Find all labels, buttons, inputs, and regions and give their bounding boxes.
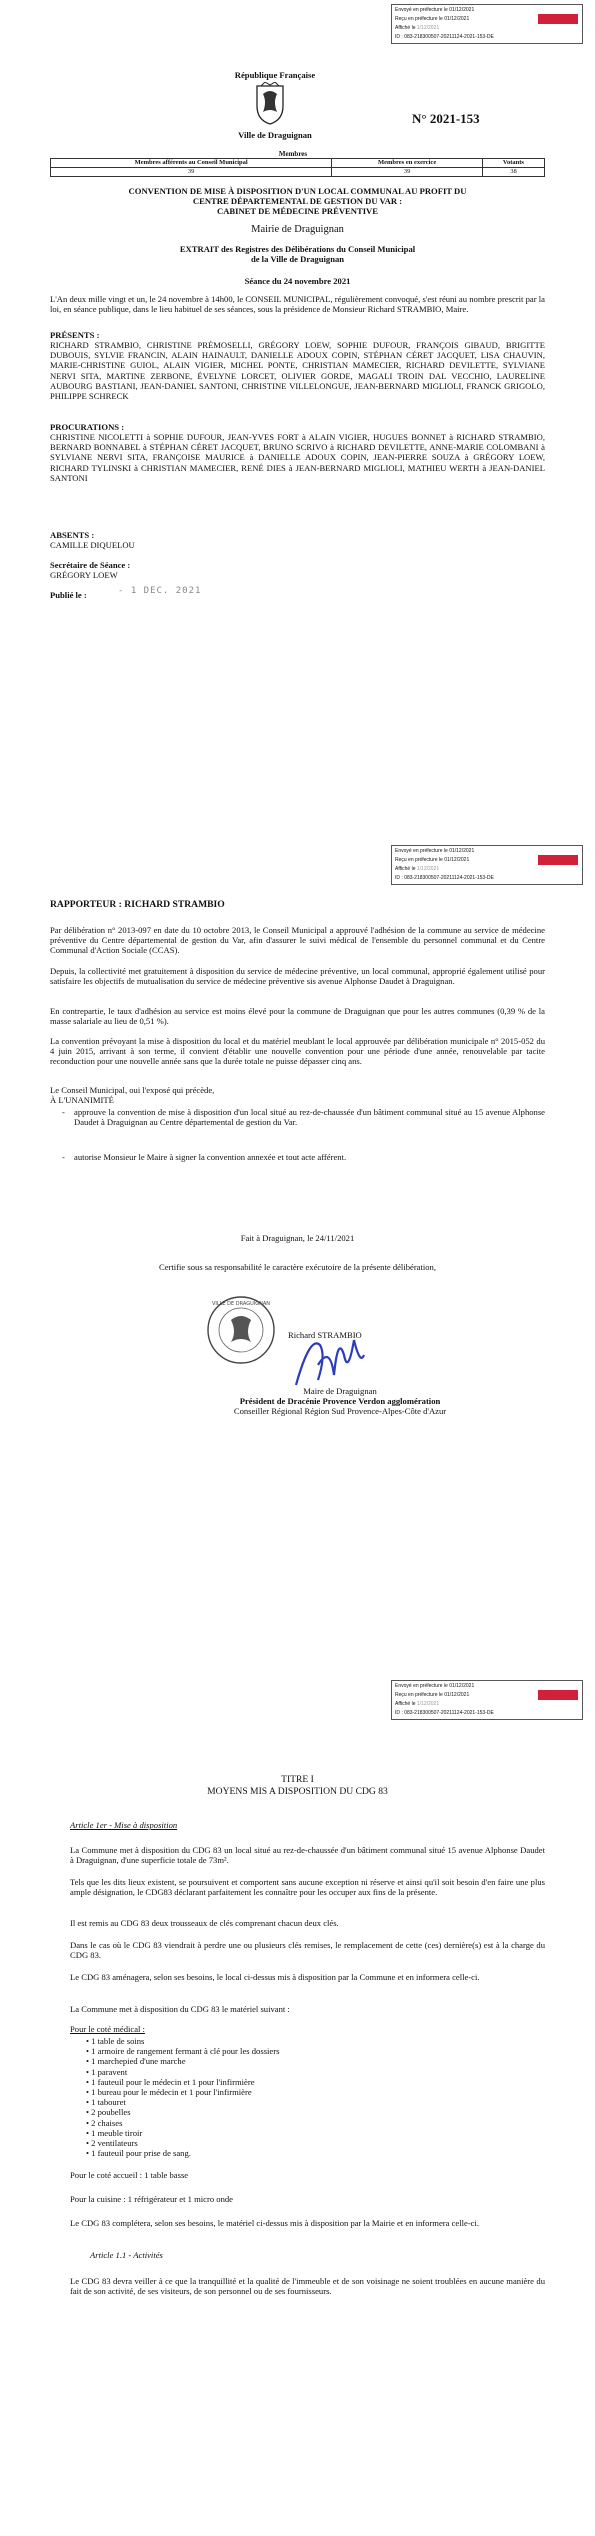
list-item: • 2 poubelles bbox=[86, 2107, 131, 2118]
p3-paragraph-1: La Commune met à disposition du CDG 83 un local situé au rez-de-chaussée d'un bâtiment communal situé 15 avenue Alphonse Daudet à Draguignan, d'une superficie totale de 73m². bbox=[70, 1845, 545, 1866]
p3-paragraph-4: Dans le cas où le CDG 83 viendrait à perdre une ou plusieurs clés remises, le remplacement de cette (ces) dernière(s) est à la charge du CDG 83. bbox=[70, 1940, 545, 1961]
list-item: • 2 ventilateurs bbox=[86, 2138, 138, 2149]
p3-paragraph-8: Le CDG 83 devra veiller à ce que la tranquillité et la qualité de l'immeuble et de son voisinage ne soient troublées en aucune manière du fait de son activité, de ses visiteurs, de son personnel ou de ses fournisseurs. bbox=[70, 2276, 545, 2297]
publie-label: Publié le : bbox=[50, 590, 87, 600]
list-item: • 1 fauteuil pour le médecin et 1 pour l'infirmière bbox=[86, 2076, 255, 2087]
medical-label: Pour le coté médical : bbox=[70, 2024, 145, 2034]
accueil-line: Pour le coté accueil : 1 table basse bbox=[70, 2170, 189, 2180]
p2-paragraph-2: Depuis, la collectivité met gratuitement à disposition du service de médecine préventive, un local communal, approprié également utilisé pour satisfaire les objectifs de mutualisation du service de médecine préventive sis avenue Alphonse Daudet à Draguignan. bbox=[50, 966, 545, 987]
list-item: • 1 meuble tiroir bbox=[86, 2127, 143, 2138]
svg-text:VILLE DE DRAGUIGNAN: VILLE DE DRAGUIGNAN bbox=[211, 1301, 271, 1307]
town-crest-icon bbox=[253, 82, 287, 126]
mairie-label: Mairie de Draguignan bbox=[251, 224, 344, 235]
list-item: • 1 armoire de rangement fermant à clé pour les dossiers bbox=[86, 2046, 280, 2057]
procurations-list: CHRISTINE NICOLETTI à SOPHIE DUFOUR, JEAN-YVES FORT à ALAIN VIGIER, HUGUES BONNET à RICHARD STRAMBIO, BERNARD BONNABEL à STÉPHAN CÉRET JACQUET, BRUNO SCRIVO à RICHARD DEVILETTE, ANNE-MARIE COLOMBANI à SYLVIANE NERVI SITA, FRANÇOISE MAURICE à DANIELLE ADOUX COPIN, JEAN-PIERRE SOUZA à GRÉGORY LOEW, RICHARD TYLINSKI à CHRISTIAN MAMECIER, RENÉ DIES à JEAN-BERNARD MIGLIOLI, MATHIEU WERTH à JEAN-DANIEL SANTONI bbox=[50, 432, 545, 483]
list-item: • 1 marchepied d'une marche bbox=[86, 2056, 186, 2067]
votes-members: 39 bbox=[51, 168, 332, 177]
votes-col-members: Membres afférents au Conseil Municipal bbox=[51, 159, 332, 168]
decision-1: - approuve la convention de mise à disposition d'un local situé au rez-de-chaussée d'un bâtiment communal situé au 15 avenue Alphonse Daudet à Draguignan au Centre départemental de gestion du Var. bbox=[62, 1107, 545, 1128]
list-item: • 1 bureau pour le médecin et 1 pour l'infirmière bbox=[86, 2087, 252, 2098]
presents-label: PRÉSENTS : bbox=[50, 330, 100, 340]
stamp-sent: Envoyé en préfecture le 01/12/2021 bbox=[395, 7, 475, 13]
signatory-name: Richard STRAMBIO bbox=[288, 1330, 362, 1340]
absents-label: ABSENTS : bbox=[50, 530, 95, 540]
votes-title: Membres bbox=[278, 150, 308, 158]
republic-label: République Française bbox=[234, 70, 316, 80]
votes-active: 39 bbox=[332, 168, 483, 177]
votes-table bbox=[50, 158, 545, 177]
votes-voters: 38 bbox=[482, 168, 544, 177]
list-item: • 1 paravent bbox=[86, 2066, 128, 2077]
prefecture-stamp bbox=[391, 4, 583, 44]
p2-paragraph-4: La convention prévoyant la mise à disposition du local et du matériel meublant le local approuvée par délibération municipale n° 2015-052 du 4 juin 2015, arrivant à son terme, il convient d'établir une nouvelle convention pour une période d'une année, renouvelable par tacite reconduction pour une nouvelle année sans que la durée totale ne puisse dépasser cinq ans. bbox=[50, 1036, 545, 1067]
town-label: Ville de Draguignan bbox=[238, 130, 312, 140]
seance-date: Séance du 24 novembre 2021 bbox=[244, 276, 351, 286]
signatory-block: Maire de Draguignan Président de Dracénie Provence Verdon agglomération Conseiller Régional Région Sud Provence-Alpes-Côte d'Azur bbox=[233, 1386, 447, 1417]
decision-2: - autorise Monsieur le Maire à signer la convention annexée et tout acte afférent. bbox=[62, 1152, 347, 1162]
list-item: • 1 table de soins bbox=[86, 2036, 145, 2046]
secretaire-name: GRÉGORY LOEW bbox=[50, 570, 118, 580]
p2-paragraph-5: Le Conseil Municipal, oui l'exposé qui précède, bbox=[50, 1085, 215, 1095]
intro-paragraph: L'An deux mille vingt et un, le 24 novembre à 14h00, le CONSEIL MUNICIPAL, régulièrement convoqué, s'est réuni au nombre prescrit par la loi, en séance publique, dans le lieu habituel de ses séances, sous la présidence de Monsieur Richard STRAMBIO, Maire. bbox=[50, 294, 545, 315]
cuisine-line: Pour la cuisine : 1 réfrigérateur et 1 micro onde bbox=[70, 2194, 233, 2204]
rapporteur-label: RAPPORTEUR : RICHARD STRAMBIO bbox=[50, 899, 225, 910]
town-seal bbox=[205, 1294, 277, 1366]
p2-paragraph-1: Par délibération n° 2013-097 en date du 10 octobre 2013, le Conseil Municipal a approuvé l'adhésion de la commune au service de médecine préventive du Centre départemental de gestion du Var, afin d'assurer le suivi médical de l'ensemble du personnel communal et du Centre Communal d'Action Sociale (CCAS). bbox=[50, 925, 545, 956]
presents-list: RICHARD STRAMBIO, CHRISTINE PRÉMOSELLI, GRÉGORY LOEW, SOPHIE DUFOUR, FRANÇOIS GIBAUD, BRIGITTE DUBOUIS, SYLVIE FRANCIN, ALAIN HAINAULT, DANIELLE ADOUX COPIN, STÉPHAN CÉRET JACQUET, LISA CHAUVIN, MARIE-CHRISTINE GUIOL, ALAIN VIGIER, MICHEL PONTE, CHRISTIAN MAMECIER, RICHARD DEVILETTE, SYLVIANE NERVI SITA, MARTINE ZERBONE, ÉVELYNE LORCET, OLIVIER GORDE, MAGALI TROIN DAL VECCHIO, LAURELINE AUBOURG BASTIANI, JEAN-DANIEL SANTONI, CHRISTINE VILLELONGUE, JEAN-BERNARD MIGLIOLI, FRANCK GRIGOLO, PHILIPPE SCHRECK bbox=[50, 340, 545, 402]
prefecture-stamp-3: Envoyé en préfecture le 01/12/2021 Reçu en préfecture le 01/12/2021 Affiché le 1/12/2021 ID : 083-218300507-20211124-2021-153-DE bbox=[391, 1680, 583, 1720]
article-1-1-heading: Article 1.1 - Activités bbox=[90, 2250, 163, 2260]
medical-list bbox=[86, 2036, 486, 2158]
procurations-label: PROCURATIONS : bbox=[50, 422, 125, 432]
secretaire-label: Secrétaire de Séance : bbox=[50, 560, 131, 570]
prefecture-stamp-2: Envoyé en préfecture le 01/12/2021 Reçu en préfecture le 01/12/2021 Affiché le 1/12/2021 ID : 083-218300507-20211124-2021-153-DE bbox=[391, 845, 583, 885]
extrait-label: EXTRAIT des Registres des Délibérations du Conseil Municipal de la Ville de Draguignan bbox=[179, 244, 416, 265]
certifie-label: Certifie sous sa responsabilité le caractère exécutoire de la présente délibération, bbox=[158, 1262, 437, 1272]
stamp-barcode bbox=[538, 14, 578, 24]
town-logo bbox=[253, 82, 287, 126]
p3-paragraph-6: La Commune met à disposition du CDG 83 le matériel suivant : bbox=[70, 2004, 290, 2014]
unanimite-label: À L'UNANIMITÉ bbox=[50, 1095, 114, 1105]
absents-list: CAMILLE DIQUELOU bbox=[50, 540, 135, 550]
stamp-id: ID : 083-218300507-20211124-2021-153-DE bbox=[395, 34, 494, 40]
votes-col-voters: Votants bbox=[482, 159, 544, 168]
deliberation-number: N° 2021-153 bbox=[412, 111, 480, 126]
stamp-posted-date: 1/12/2021 bbox=[416, 25, 440, 31]
list-item: • 1 tabouret bbox=[86, 2097, 126, 2108]
article-1-heading: Article 1er - Mise à disposition bbox=[70, 1820, 178, 1830]
list-item: • 2 chaises bbox=[86, 2117, 123, 2128]
stamp-received: Reçu en préfecture le 01/12/2021 bbox=[395, 16, 470, 22]
p3-paragraph-7: Le CDG 83 complétera, selon ses besoins, le matériel ci-dessus mis à disposition par la Mairie et en informera celle-ci. bbox=[70, 2218, 480, 2228]
titre-heading: TITRE I bbox=[281, 1774, 314, 1785]
deliberation-title: CONVENTION DE MISE À DISPOSITION D'UN LOCAL COMMUNAL AU PROFIT DU CENTRE DÉPARTEMENTAL DE GESTION DU VAR : CABINET DE MÉDECINE PRÉVENTIVE bbox=[128, 186, 467, 217]
stamp-barcode bbox=[538, 855, 578, 865]
fait-a: Fait à Draguignan, le 24/11/2021 bbox=[240, 1233, 355, 1243]
stamp-barcode bbox=[538, 1690, 578, 1700]
seal-icon bbox=[205, 1294, 277, 1366]
stamp-posted: Affiché le bbox=[395, 25, 416, 31]
p3-paragraph-3: Il est remis au CDG 83 deux trousseaux de clés comprenant chacun deux clés. bbox=[70, 1918, 339, 1928]
publie-date: - 1 DEC. 2021 bbox=[118, 586, 202, 596]
p3-paragraph-2: Tels que les dits lieux existent, se poursuivent et comportent sans aucune exception ni réserve et ainsi qu'il soit besoin d'en faire une plus ample désignation, le CDG83 déclarant parfaitement les connaître pour les occuper aux fins de la présente. bbox=[70, 1877, 545, 1898]
titre-subheading: MOYENS MIS A DISPOSITION DU CDG 83 bbox=[207, 1786, 388, 1797]
p3-paragraph-5: Le CDG 83 aménagera, selon ses besoins, le local ci-dessus mis à disposition par la Commune et en informera celle-ci. bbox=[70, 1972, 480, 1982]
votes-col-active: Membres en exercice bbox=[332, 159, 483, 168]
list-item: • 1 fauteuil pour prise de sang. bbox=[86, 2148, 191, 2159]
p2-paragraph-3: En contrepartie, le taux d'adhésion au service est moins élevé pour la commune de Draguignan que pour les autres communes (0,39 % de la masse salariale au lieu de 0,51 %). bbox=[50, 1006, 545, 1027]
